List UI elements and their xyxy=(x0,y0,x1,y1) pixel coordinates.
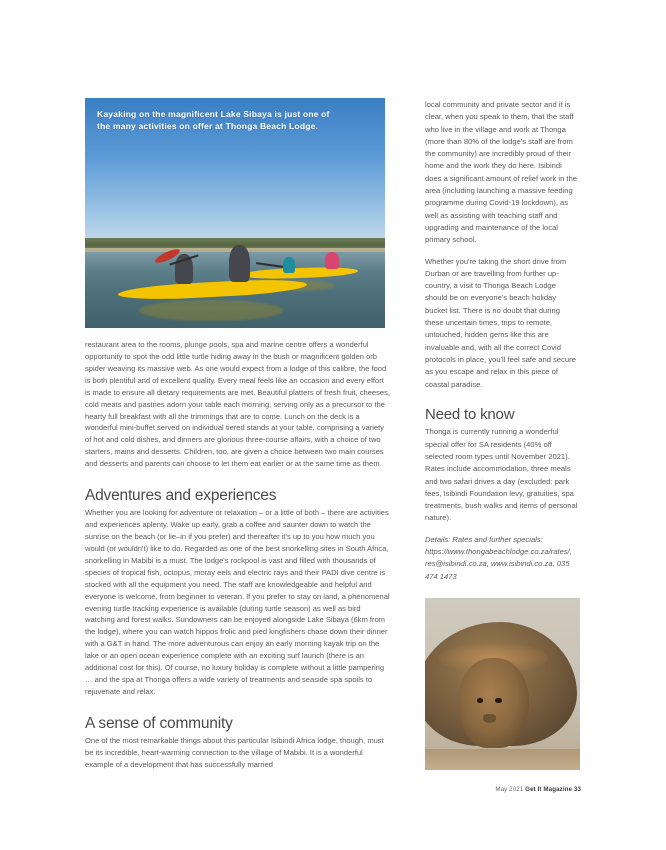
paragraph-need-to-know: Thonga is currently running a wonderful special offer for SA residents (40% off selected room types until November 2021). Rates include accommodation, three meals and two safari drives a day (excluded: park fees, Isibindi Foundation levy, gratuities, spa treatments, bush walks and items of personal nature). xyxy=(425,427,578,523)
paragraph-visit-thonga: Whether you're taking the short drive from Durban or are travelling from further up-country, a visit to Thonga Beach Lodge should be on everyone's beach holiday bucket list. There is no doubt that during these uncertain times, trips to remote, untouched, hidden gems like this are invaluable and, with all the correct Covid protocols in place, you'll feel safe and secure as you escape and relax in this piece of coastal paradise. xyxy=(425,256,576,389)
heading-a-sense-of-community: A sense of community xyxy=(85,714,233,732)
paragraph-adventures: Whether you are looking for adventure or relaxation – or a little of both – there are activities and experiences aplenty. Wake up early, grab a coffee and saunter down to watch the sunrise on the beach (or lie–in if you prefer) and thereafter it's up to you how much you would (or wouldn't) like to do. Regarded as one of the best snorkelling sites in South Africa, snorkelling in Mabibi is a must. The lodge's rockpool is vast and filled with thousands of species of tropical fish, octopus, moray eels and electric rays and their PADI dive centre is stocked with all the equipment you need. The staff are knowledgeable and helpful and everyone is welcome, from beginner to veteran. If you prefer to stay on land, a phenomenal evening turtle tracking experience is available (during turtle season) as well as bird watching and forest walks. Sundowners can be enjoyed alongside Lake Sibaya (6km from the lodge), where you can watch hippos frolic and pied kingfishers chase down their dinner with a G&T in hand. The more adventurous can enjoy an early morning kayak trip on the lake or an open ocean experience complete with an exciting surf launch (there is an additional cost for this). Of course, no luxury holiday is complete without a little pampering … and the spa at Thonga offers a wide variety of treatments and seaside spa spoils to rejuvenate and relax. xyxy=(85,508,390,697)
paragraph-community: One of the most remarkable things about this particular Isibindi Africa lodge, though, must be its incredible, heart-warming connection to the village of Mabibi. It is a wonderful example of a development that has successfully married xyxy=(85,735,384,769)
photo-caption: Kayaking on the magnificent Lake Sibaya is just one of the many activities on offer at Thonga Beach Lodge. xyxy=(97,109,330,132)
kayaker-figure xyxy=(325,252,339,269)
kayaker-figure xyxy=(229,245,250,282)
heading-need-to-know: Need to know xyxy=(425,405,515,423)
footer-brand: Get It xyxy=(525,786,542,793)
turtle-eye-left xyxy=(477,698,483,702)
kayaking-on-lake-sibaya-photo xyxy=(85,98,385,328)
sea-turtle-photo xyxy=(425,598,580,770)
paragraph-dining: restaurant area to the rooms, plunge pools, spa and marine centre offers a wonderful opportunity to spot the odd little turtle hiding away in the bush or magnificent golden orb spider weaving its massive web. As one would expect from a lodge of this calibre, the food is both plentiful and of excellent quality. Every meal feels like an occasion and every effort is made to ensure all dietary requirements are met. Beautiful platters of fresh fruit, cheeses, cold meats and pastries adorn your table each morning, serving only as a precursor to the hearty full breakfast with all the trimmings that are to come. Lunch on the deck is a wonderful mini-buffet served on individual tiered stands at your table, comprising a variety of hot and cold dishes, and dinners are glorious three-course affairs, with a choice of two starters, mains and desserts. Children, too, are given a choice between two main courses and desserts and parents can choose to let them eat earlier or at the same time as them. xyxy=(85,340,390,469)
footer-page-number: 33 xyxy=(573,786,581,793)
left-text-column xyxy=(85,339,390,771)
heading-adventures-and-experiences: Adventures and experiences xyxy=(85,487,277,505)
details-contact-line: Details: Rates and further specials: https://www.thongabeachlodge.co.za/rates/, res@isibindi.co.za, www.isibindi.co.za, 035 474 1473 xyxy=(425,534,572,581)
paragraph-community-continued: local community and private sector and it is clear, when you speak to them, that the staff who live in the village and work at Thonga (more than 80% of the lodge's staff are from the community) are incredibly proud of their home and the work they do here. Isibindi does a significant amount of relief work in the area (including launching a massive feeding programme during Covid-19 lockdown), as well as assisting with teaching staff and upgrading and maintenance of the local primary school. xyxy=(425,100,577,245)
page-footer xyxy=(495,786,581,793)
footer-magazine-word: Magazine xyxy=(543,786,573,793)
turtle-photo-ground xyxy=(425,749,580,770)
kayaker-figure xyxy=(283,257,295,273)
footer-date: May 2021 xyxy=(495,786,524,793)
turtle-eye-right xyxy=(495,698,501,702)
turtle-beak xyxy=(483,714,497,723)
right-text-column xyxy=(425,99,579,583)
kayak-reflection xyxy=(139,300,283,321)
turtle-head xyxy=(458,658,529,747)
